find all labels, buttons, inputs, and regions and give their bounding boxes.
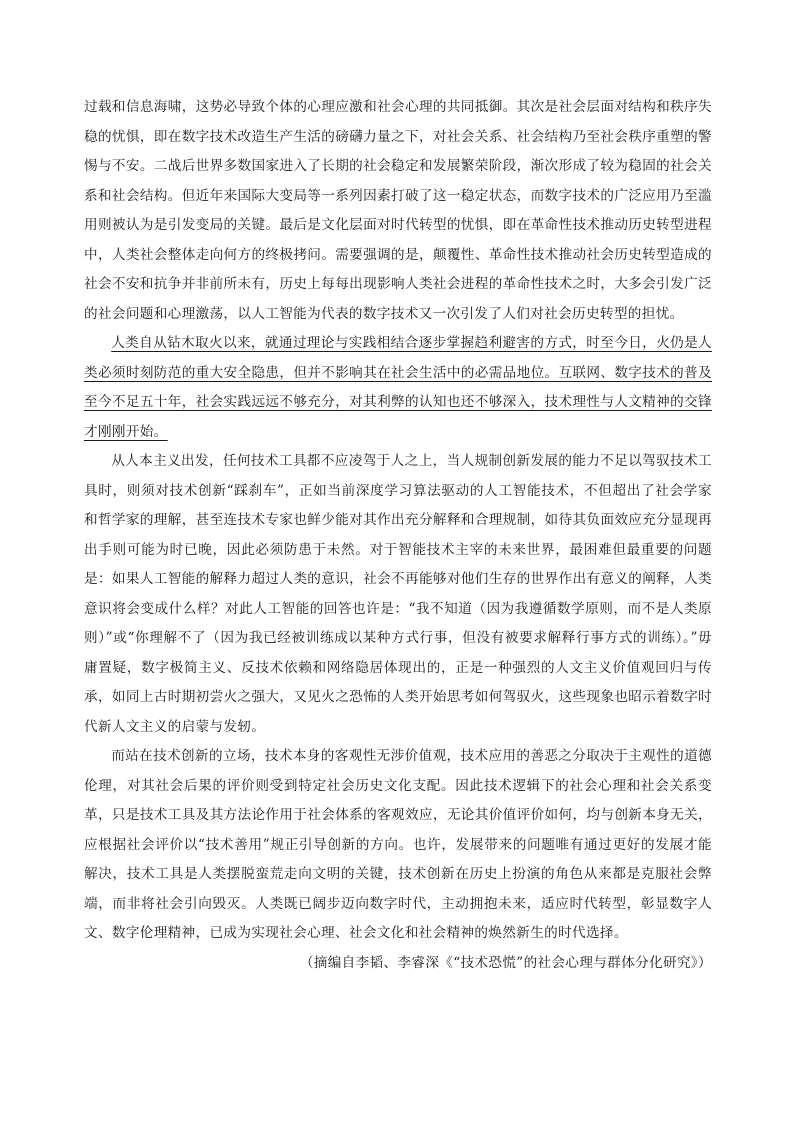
underlined-passage: 人类自从钻木取火以来，就通过理论与实践相结合逐步掌握趋利避害的方式，时至今日，火仍是人类必须时刻防范的重大安全隐患，但并不影响其在社会生活中的必需品地位。互联网、数字技术的普及至今不足五十年，社会实践远远不够充分，对其利弊的认知也还不够深入，技术理性与人文精神的交锋才刚刚开始。 xyxy=(84,335,712,440)
paragraph-3: 从人本主义出发，任何技术工具都不应凌驾于人之上，当人规制创新发展的能力不足以驾驭技术工具时，则须对技术创新“踩刹车”，正如当前深度学习算法驱动的人工智能技术，不但超出了社会学家和哲学家的理解，甚至连技术专家也鲜少能对其作出充分解释和合理规制，如待其负面效应充分显现再出手则可能为时已晚，因此必须防患于未然。对于智能技术主宰的未来世界，最困难但最重要的问题是：如果人工智能的解释力超过人类的意识，社会不再能够对他们生存的世界作出有意义的阐释，人类意识将会变成什么样？对此人工智能的回答也许是：“我不知道（因为我遵循数学原则，而不是人类原则）”或“你理解不了（因为我已经被训练成以某种方式行事，但没有被要求解释行事方式的训练）。”毋庸置疑，数字极简主义、反技术依赖和网络隐居体现出的，正是一种强烈的人文主义价值观回归与传承，如同上古时期初尝火之强大，又见火之恐怖的人类开始思考如何驾驭火，这些现象也昭示着数字时代新人文主义的启蒙与发轫。 xyxy=(84,453,712,735)
paragraph-4: 而站在技术创新的立场，技术本身的客观性无涉价值观，技术应用的善恶之分取决于主观性的道德伦理，对其社会后果的评价则受到特定社会历史文化支配。因此技术逻辑下的社会心理和社会关系变革，只是技术工具及其方法论作用于社会体系的客观效应，无论其价值评价如何，均与创新本身无关，应根据社会评价以“技术善用”规正引导创新的方向。也许，发展带来的问题唯有通过更好的发展才能解决，技术工具是人类摆脱蛮荒走向文明的关键，技术创新在历史上扮演的角色从来都是克服社会弊端，而非将社会引向毁灭。人类既已阔步迈向数字时代，主动拥抱未来，适应时代转型，彰显数字人文、数字伦理精神，已成为实现社会心理、社会文化和社会精神的焕然新生的时代选择。 xyxy=(84,748,712,941)
source-citation: （摘编自李韬、李睿深《“技术恐慌”的社会心理与群体分化研究》） xyxy=(299,954,712,971)
paragraph-2 xyxy=(84,329,712,447)
document-body xyxy=(84,93,712,978)
paragraph-1: 过载和信息海啸，这势必导致个体的心理应激和社会心理的共同抵御。其次是社会层面对结构和秩序失稳的忧惧，即在数字技术改造生产生活的磅礴力量之下，对社会关系、社会结构乃至社会秩序重塑的警惕与不安。二战后世界多数国家进入了长期的社会稳定和发展繁荣阶段，渐次形成了较为稳固的社会关系和社会结构。但近年来国际大变局等一系列因素打破了这一稳定状态，而数字技术的广泛应用乃至滥用则被认为是引发变局的关键。最后是文化层面对时代转型的忧惧，即在革命性技术推动历史转型进程中，人类社会整体走向何方的终极拷问。需要强调的是，颠覆性、革命性技术推动社会历史转型造成的社会不安和抗争并非前所未有，历史上每每出现影响人类社会进程的革命性技术之时，大多会引发广泛的社会问题和心理激荡，以人工智能为代表的数字技术又一次引发了人们对社会历史转型的担忧。 xyxy=(84,99,712,322)
